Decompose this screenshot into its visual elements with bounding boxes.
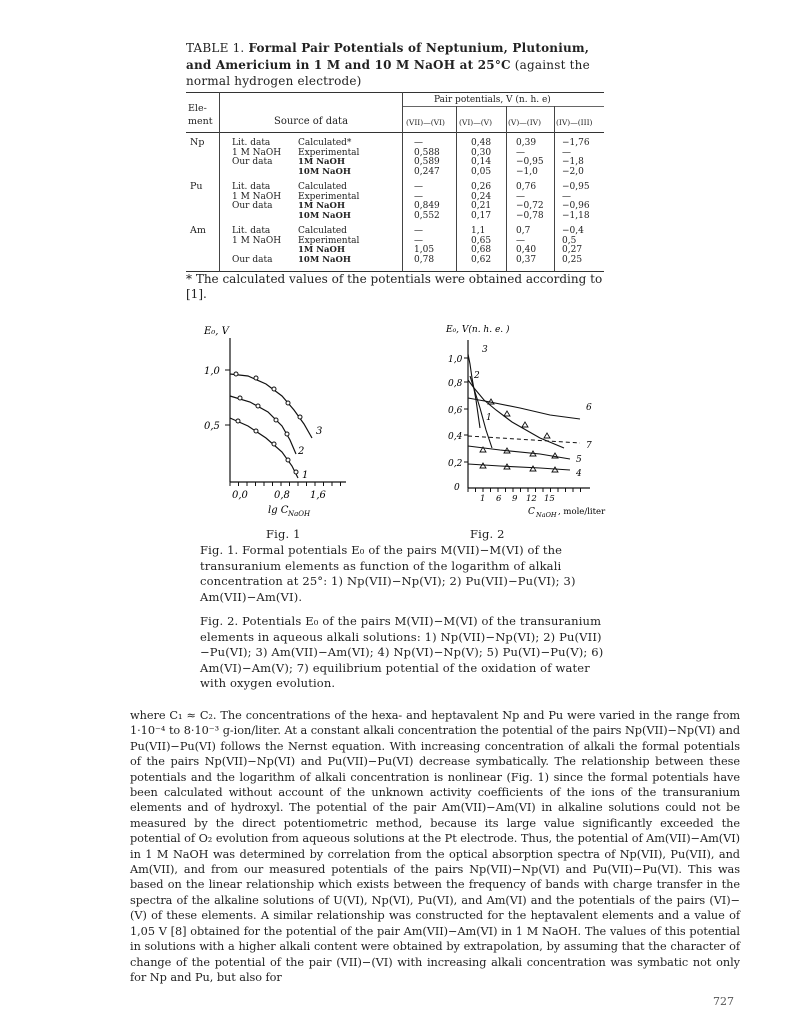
table-cell: 0,588 — [414, 147, 440, 158]
figure-2 — [440, 318, 610, 540]
table-cell: −2,0 — [562, 166, 584, 177]
fig1-caption-short: Fig. 1 — [266, 527, 301, 541]
table-title-prefix: TABLE 1. — [186, 41, 245, 55]
th-source: Source of data — [274, 116, 349, 127]
figure-1-plot — [196, 320, 376, 520]
table-cell: 0,62 — [471, 254, 492, 265]
fig2-xlabel-sub: NaOH — [536, 511, 557, 518]
th-col3: (V)—(IV) — [508, 118, 541, 127]
table-cell: — — [516, 191, 525, 202]
table-cell-element: Np — [190, 137, 205, 148]
table-cell: 0,14 — [471, 157, 492, 167]
fig2-curve-label-7: 7 — [586, 441, 592, 451]
body-text — [130, 708, 740, 985]
table-cell: 0,05 — [471, 166, 492, 177]
table-cell: — — [414, 191, 423, 202]
table-cell: 0,5 — [562, 235, 577, 246]
table-cell: Calculated — [298, 182, 347, 192]
table-cell: 1,05 — [414, 245, 435, 255]
fig2-curve-label-1: 1 — [486, 413, 492, 423]
table-title-bold: Formal Pair Potentials of Neptunium, Plutonium, and Americium in 1 M and 10 M NaOH at 25°C — [186, 41, 590, 72]
table-cell: −0,72 — [516, 201, 544, 211]
fig2-xlabel: C — [528, 507, 535, 517]
table-cell: 0,247 — [414, 166, 440, 177]
fig2-caption-text: Potentials E₀ of the pairs M(VII)−M(VI) of the transuranium elements in aqueous alkali solutions: 1) Np(VII)−Np(VI); 2) Pu(VII)−Pu(VI); 3) Am(VII)−Am(VI); 4) Np(VI)−Np(V); 5) Pu(VI)−Pu(V); 6) Am(VI)−Am(V); 7) equilibrium potential of the oxidation of water with oxygen evolution. — [200, 614, 604, 690]
table-cell: 10M NaOH — [298, 254, 351, 265]
fig1-ylabel: E₀, V — [204, 326, 229, 337]
fig2-ytick-1: 1,0 — [448, 355, 463, 365]
fig1-xlabel-sub: NaOH — [288, 510, 311, 518]
table-cell: Lit. data — [232, 138, 271, 148]
table-cell: — — [414, 182, 423, 192]
table-cell: 0,552 — [414, 210, 440, 221]
table-cell: 0,40 — [516, 245, 537, 255]
fig2-curve-label-6: 6 — [586, 403, 592, 413]
fig1-curve-label-1: 1 — [302, 470, 309, 481]
fig1-xlabel: lg C — [268, 505, 289, 516]
table-footnote: * The calculated values of the potentials were obtained according to [1]. — [186, 272, 603, 301]
table-cell: Our data — [232, 201, 273, 211]
table-cell: 10M NaOH — [298, 210, 351, 221]
fig1-ytick-1: 1,0 — [204, 366, 220, 377]
table-cell: 0,37 — [516, 254, 537, 265]
table-cell: 10M NaOH — [298, 166, 351, 177]
table-cell: 0,21 — [471, 201, 492, 211]
table-cell: Lit. data — [232, 182, 271, 192]
fig2-curve-1 — [470, 376, 492, 448]
table-title — [186, 40, 601, 90]
table-cell: 1,1 — [471, 226, 486, 236]
table-cell: — — [516, 235, 525, 246]
fig1-curve-label-2: 2 — [298, 446, 305, 457]
table-cell: 1 M NaOH — [232, 147, 282, 158]
fig2-xtick-2: 6 — [496, 494, 502, 504]
th-col4: (IV)—(III) — [556, 118, 593, 127]
fig2-caption-label: Fig. 2. — [200, 614, 239, 628]
table-cell: — — [414, 235, 423, 246]
table-cell: −0,96 — [562, 201, 590, 211]
fig1-xtick-2: 0,8 — [274, 490, 290, 501]
table-cell: — — [414, 226, 423, 236]
table-cell: 0,39 — [516, 138, 537, 148]
fig1-caption — [200, 543, 610, 605]
fig2-ylabel: E₀, V(n. h. e. ) — [446, 325, 510, 335]
table-cell: — — [414, 138, 423, 148]
table-cell-element: Pu — [190, 181, 203, 192]
fig2-ytick-4: 0,4 — [448, 432, 463, 442]
th-element-2: ment — [188, 116, 213, 127]
table-cell: Experimental — [298, 235, 360, 246]
th-col2: (VI)—(V) — [459, 118, 492, 127]
fig1-xtick-3: 1,6 — [310, 490, 326, 501]
table-cell: −1,76 — [562, 138, 590, 148]
fig2-xlabel-unit: , mole/liter — [558, 507, 606, 517]
table-cell: −0,95 — [562, 182, 590, 192]
table-cell: Lit. data — [232, 226, 271, 236]
table-cell: 0,849 — [414, 201, 440, 211]
table-title-suffix: (against the normal hydrogen electrode) — [186, 57, 590, 88]
fig2-curve-7 — [468, 436, 580, 443]
table-cell: Experimental — [298, 191, 360, 202]
table-cell: 0,7 — [516, 226, 531, 236]
fig2-ytick-2: 0,8 — [448, 379, 463, 389]
table-cell: 0,68 — [471, 245, 492, 255]
fig1-caption-text: Formal potentials E₀ of the pairs M(VII)−M(VI) of the transuranium elements as function of the logarithm of alkali concentration at 25°: 1) Np(VII)−Np(VI); 2) Pu(VII)−Pu(VI); 3) Am(VII)−Am(VI). — [200, 543, 576, 604]
table-cell: 0,78 — [414, 254, 435, 265]
fig1-ytick-2: 0,5 — [204, 421, 220, 432]
figure-2-plot — [440, 318, 610, 518]
fig2-ytick-6: 0 — [454, 483, 460, 493]
table-cell: Our data — [232, 254, 273, 265]
table-cell: 0,30 — [471, 147, 492, 158]
data-table — [186, 92, 604, 272]
fig1-curve-label-3: 3 — [316, 426, 323, 437]
th-element-1: Ele- — [188, 103, 207, 114]
table-cell: −0,78 — [516, 210, 544, 221]
table-cell: 0,48 — [471, 138, 492, 148]
fig2-ytick-5: 0,2 — [448, 459, 463, 469]
table-cell: 0,27 — [562, 245, 583, 255]
table-cell: 1M NaOH — [298, 157, 345, 167]
table-cell: 0,24 — [471, 191, 492, 202]
table-cell: 1 M NaOH — [232, 191, 282, 202]
fig2-caption — [200, 614, 610, 692]
fig2-xtick-4: 12 — [526, 494, 537, 504]
fig1-curve-3 — [230, 374, 312, 438]
table-cell: −1,18 — [562, 210, 590, 221]
table-cell: 0,17 — [471, 210, 492, 221]
fig2-caption-short: Fig. 2 — [470, 527, 505, 541]
table-cell: 1 M NaOH — [232, 235, 282, 246]
table-cell: — — [562, 147, 571, 158]
table-cell: 0,76 — [516, 182, 537, 192]
th-pair-potentials: Pair potentials, V (n. h. e) — [434, 95, 551, 105]
table-cell: Calculated — [298, 226, 347, 236]
table-cell: 0,25 — [562, 254, 583, 265]
table-cell: 0,589 — [414, 157, 440, 167]
fig2-xtick-3: 9 — [512, 494, 518, 504]
figure-1 — [196, 320, 376, 540]
table-cell: — — [562, 191, 571, 202]
fig2-curve-label-3: 3 — [482, 345, 488, 355]
table-cell: Our data — [232, 157, 273, 167]
page-number: 727 — [713, 995, 734, 1008]
table-cell: Calculated* — [298, 138, 352, 148]
fig1-caption-label: Fig. 1. — [200, 543, 239, 557]
body-paragraph: where C₁ ≈ C₂. The concentrations of the hexa- and heptavalent Np and Pu were varied in the range from 1·10⁻⁴ to 8·10⁻³ g-ion/liter. At a constant alkali concentration the potential of the pairs Np(VII)−Np(VI) and Pu(VII)−Pu(VI) follows the Nernst equation. With increasing concentration of alkali the formal potentials of the pairs Np(VII)−Np(VI) and Pu(VII)−Pu(VI) decrease symbatically. The relationship between these potentials and the logarithm of alkali concentration is nonlinear (Fig. 1) since the formal potentials have been calculated without account of the unknown activity coefficients of the ions of the transuranium elements and of hydroxyl. The potential of the pair Am(VII)−Am(VI) in alkaline solutions could not be measured by the direct potentiometric method, because its large value significantly exceeded the potential of O₂ evolution from aqueous solutions at the Pt electrode. Thus, the potential of Am(VII)−Am(VI) in 1 M NaOH was determined by correlation from the optical absorption spectra of Np(VII), Pu(VII), and Am(VII), and from our measured potentials of the pairs Np(VII)−Np(VI) and Pu(VII)−Pu(VI). This was based on the linear relationship which exists between the frequency of bands with charge transfer in the spectra of the alkaline solutions of U(VI), Np(VI), Pu(VI), and Am(VI) and the potentials of the pairs (VI)−(V) of these elements. A similar relationship was constructed for the heptavalent elements and a value of 1,05 V [8] obtained for the potential of the pair Am(VII)−Am(VI) in 1 M NaOH. The values of this potential in solutions with a higher alkali content were obtained by extrapolation, by assuming that the character of change of the potential of the pair (VII)−(VI) with increasing alkali concentration was symbatic not only for Np and Pu, but also for — [130, 709, 740, 984]
table-cell: −0,95 — [516, 157, 544, 167]
table-cell: Experimental — [298, 147, 360, 158]
table-cell: 1M NaOH — [298, 201, 345, 211]
table-cell: 0,65 — [471, 235, 492, 246]
table-cell: −0,4 — [562, 226, 584, 236]
th-col1: (VII)—(VI) — [406, 118, 445, 127]
table-cell: −1,8 — [562, 157, 584, 167]
table-cell: 0,26 — [471, 182, 492, 192]
fig1-curve-1 — [230, 418, 298, 478]
fig2-curve-label-4: 4 — [576, 469, 582, 479]
fig2-xtick-1: 1 — [480, 494, 486, 504]
fig2-curve-label-2: 2 — [474, 371, 480, 381]
fig2-ytick-3: 0,6 — [448, 406, 463, 416]
fig2-curve-label-5: 5 — [576, 455, 582, 465]
table-cell: 1M NaOH — [298, 245, 345, 255]
table-cell: −1,0 — [516, 166, 538, 177]
fig2-curve-3 — [468, 354, 480, 428]
fig1-xtick-1: 0,0 — [232, 490, 248, 501]
fig2-curve-6 — [468, 398, 580, 419]
table-cell: — — [516, 147, 525, 158]
fig1-curve-2 — [230, 396, 296, 454]
fig2-xtick-5: 15 — [544, 494, 555, 504]
table-cell-element: Am — [190, 225, 206, 236]
